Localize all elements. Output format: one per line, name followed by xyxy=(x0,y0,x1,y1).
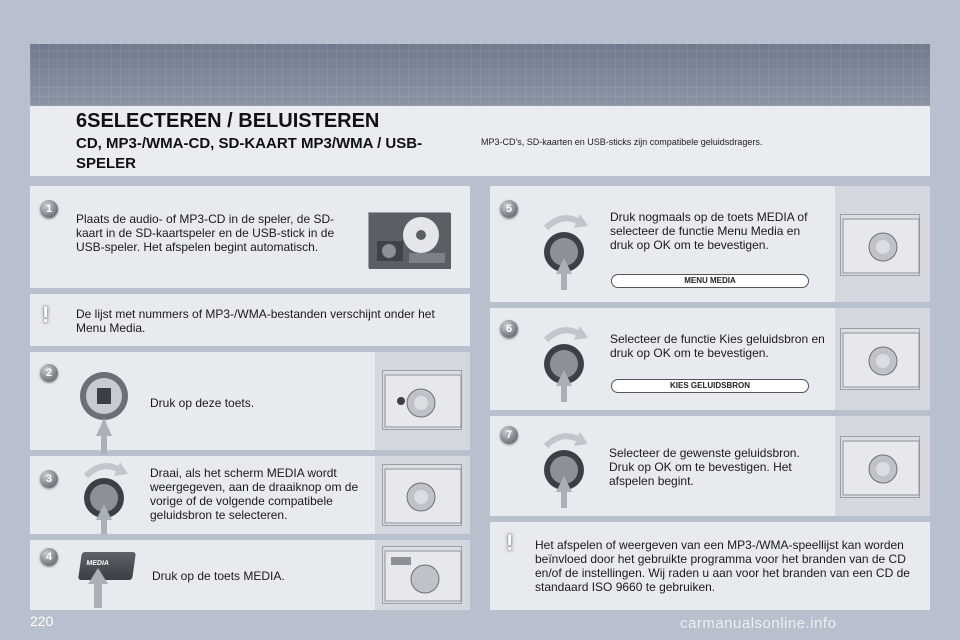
top-banner xyxy=(30,44,930,106)
step-5-badge: 5 xyxy=(500,200,518,218)
step-6-text: Selecteer de functie Kies geluidsbron en druk op OK om te bevestigen. xyxy=(610,332,825,360)
step-2-text: Druk op deze toets. xyxy=(150,396,255,410)
step-6-badge: 6 xyxy=(500,320,518,338)
rotary-knob-icon xyxy=(536,206,596,296)
radio-unit-icon xyxy=(840,328,920,390)
media-button-icon xyxy=(76,366,136,456)
page-title: 6SELECTEREN / BELUISTEREN xyxy=(76,110,380,132)
page-subtitle: CD, MP3-/WMA-CD, SD-KAART MP3/WMA / USB-SPELER xyxy=(76,135,423,172)
kies-geluidsbron-pill: KIES GELUIDSBRON xyxy=(611,379,809,393)
rotary-knob-icon xyxy=(536,318,596,408)
step-1-badge: 1 xyxy=(40,200,58,218)
step-5-text: Druk nogmaals op de toets MEDIA of selecteer de functie Menu Media en druk op OK om te bevestigen. xyxy=(610,210,808,252)
step-4-badge: 4 xyxy=(40,548,58,566)
step-2-badge: 2 xyxy=(40,364,58,382)
media-button-label: MEDIA xyxy=(85,560,110,567)
arrow-up-icon xyxy=(86,568,110,608)
radio-unit-icon xyxy=(840,436,920,498)
step-4-text: Druk op de toets MEDIA. xyxy=(152,569,285,583)
note-1-text: De lijst met nummers of MP3-/WMA-bestanden verschijnt onder het Menu Media. xyxy=(76,307,435,335)
note-2-text: Het afspelen of weergeven van een MP3-/WMA-speellijst kan worden beïnvloed door het gebruikte programma voor het branden van de CD en/of de instellingen. Wij raden u aan voor het branden van een CD de standaard ISO 9660 te gebruiken. xyxy=(535,538,910,594)
step-3-text: Draai, als het scherm MEDIA wordt weergegeven, aan de draaiknop om de vorige of de volgende compatibele geluidsbron te selecteren. xyxy=(150,466,359,522)
radio-unit-icon xyxy=(840,214,920,276)
step-1-text: Plaats de audio- of MP3-CD in de speler, de SD-kaart in de SD-kaartspeler en de USB-stick in de USB-speler. Het afspelen begint automatisch. xyxy=(76,212,335,254)
radio-unit-icon xyxy=(382,546,462,604)
warning-icon: ! xyxy=(506,530,514,555)
step-7-badge: 7 xyxy=(500,426,518,444)
step-3-badge: 3 xyxy=(40,470,58,488)
page-number: 220 xyxy=(30,613,54,629)
header-note: MP3-CD's, SD-kaarten en USB-sticks zijn compatibele geluidsdragers. xyxy=(481,137,763,147)
warning-icon: ! xyxy=(42,302,50,327)
step-7-text: Selecteer de gewenste geluidsbron. Druk op OK om te bevestigen. Het afspelen begint. xyxy=(609,446,800,488)
watermark: carmanualsonline.info xyxy=(680,615,837,632)
rotary-knob-icon xyxy=(536,424,596,514)
radio-unit-icon xyxy=(382,370,462,430)
rotary-knob-icon xyxy=(76,456,136,546)
cd-radio-icon xyxy=(368,212,450,268)
radio-unit-icon xyxy=(382,464,462,526)
menu-media-pill: MENU MEDIA xyxy=(611,274,809,288)
